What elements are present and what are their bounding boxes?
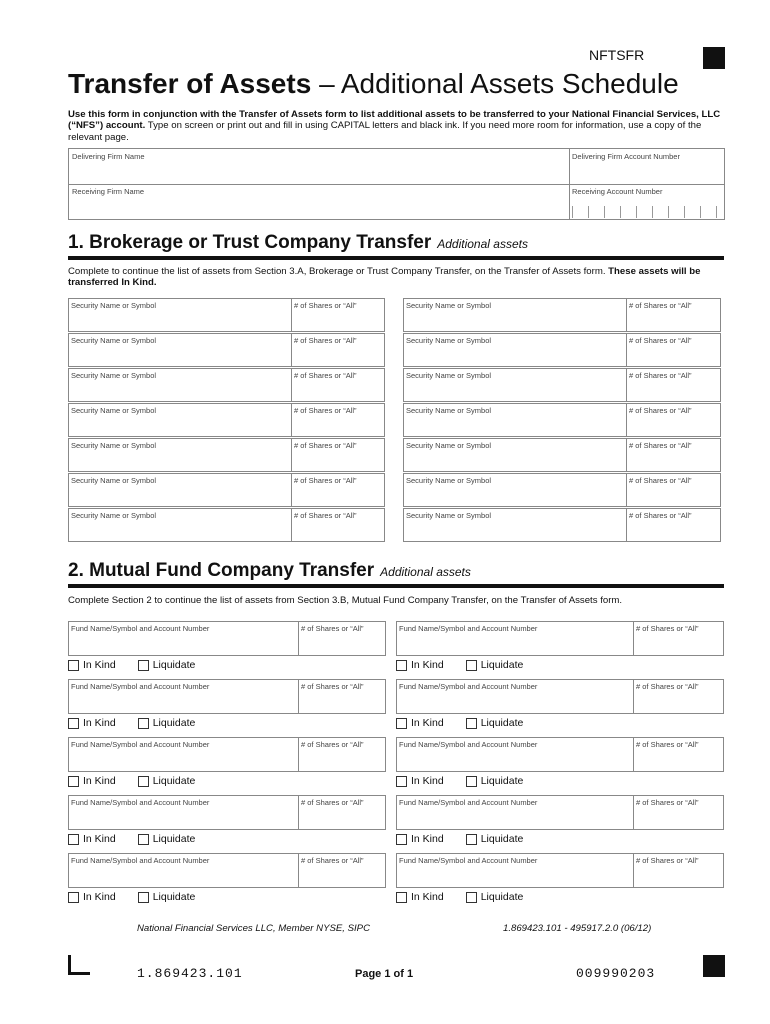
shares-label: # of Shares or “All” <box>294 406 357 415</box>
security-label: Security Name or Symbol <box>71 476 157 485</box>
in-kind-checkbox[interactable] <box>396 892 407 903</box>
liquidate-label: Liquidate <box>480 717 524 729</box>
fund-entry-row <box>68 795 386 830</box>
fund-shares-label: # of Shares or “All” <box>636 798 699 807</box>
section1-description <box>68 266 728 289</box>
security-entry-row <box>403 368 721 402</box>
shares-field[interactable] <box>292 346 384 366</box>
security-label: Security Name or Symbol <box>71 406 157 415</box>
shares-field[interactable] <box>627 451 720 471</box>
security-name-field[interactable] <box>404 416 626 436</box>
in-kind-checkbox[interactable] <box>396 776 407 787</box>
transfer-option-row <box>396 659 545 671</box>
liquidate-checkbox[interactable] <box>138 660 149 671</box>
receiving-account-label: Receiving Account Number <box>572 187 663 196</box>
security-label: Security Name or Symbol <box>406 511 492 520</box>
liquidate-checkbox[interactable] <box>466 660 477 671</box>
in-kind-checkbox[interactable] <box>68 776 79 787</box>
section2-title: 2. Mutual Fund Company Transfer <box>68 560 375 581</box>
section2-heading <box>68 560 471 582</box>
intro-normal: Type on screen or print out and fill in using CAPITAL letters and black ink. If you need more room for information, use a copy of the relevant page. <box>68 120 702 143</box>
barcode-right-number: 009990203 <box>576 966 656 981</box>
shares-field[interactable] <box>627 416 720 436</box>
fund-shares-field[interactable] <box>299 634 385 655</box>
liquidate-option[interactable] <box>138 717 196 729</box>
in-kind-option[interactable] <box>68 717 116 729</box>
in-kind-checkbox[interactable] <box>68 660 79 671</box>
liquidate-checkbox[interactable] <box>466 776 477 787</box>
security-name-field[interactable] <box>404 346 626 366</box>
fund-name-field[interactable] <box>397 692 633 713</box>
security-entry-row <box>403 473 721 507</box>
security-label: Security Name or Symbol <box>71 371 157 380</box>
intro-bold: Use this form in conjunction with the Transfer of Assets form to list additional assets to be transferred to your National Financial Services, LLC (“NFS”) account. <box>68 109 721 132</box>
security-name-field[interactable] <box>69 486 291 506</box>
liquidate-checkbox[interactable] <box>138 718 149 729</box>
in-kind-option[interactable] <box>396 833 444 845</box>
in-kind-checkbox[interactable] <box>68 834 79 845</box>
security-entry-row <box>68 473 385 507</box>
liquidate-option[interactable] <box>138 833 196 845</box>
delivering-firm-label: Delivering Firm Name <box>72 152 145 161</box>
security-name-field[interactable] <box>404 521 626 541</box>
fund-label: Fund Name/Symbol and Account Number <box>399 798 538 807</box>
security-label: Security Name or Symbol <box>406 406 492 415</box>
footer-member-note: National Financial Services LLC, Member NYSE, SIPC <box>137 923 371 934</box>
security-entry-row <box>68 508 385 542</box>
section1-title: 1. Brokerage or Trust Company Transfer <box>68 232 432 253</box>
fund-name-field[interactable] <box>397 866 633 887</box>
delivering-account-label: Delivering Firm Account Number <box>572 152 680 161</box>
in-kind-label: In Kind <box>83 891 116 903</box>
security-entry-row <box>68 438 385 472</box>
fund-name-field[interactable] <box>69 692 298 713</box>
security-entry-row <box>403 403 721 437</box>
security-label: Security Name or Symbol <box>406 301 492 310</box>
receiving-firm-field[interactable] <box>69 196 568 218</box>
fund-label: Fund Name/Symbol and Account Number <box>71 740 210 749</box>
fund-shares-label: # of Shares or “All” <box>636 624 699 633</box>
security-name-field[interactable] <box>404 381 626 401</box>
fund-shares-field[interactable] <box>634 750 723 771</box>
intro-text <box>68 109 728 143</box>
section2-description: Complete Section 2 to continue the list of assets from Section 3.B, Mutual Fund Company Transfer, on the Transfer of Assets form. <box>68 595 623 606</box>
shares-label: # of Shares or “All” <box>629 371 692 380</box>
fund-label: Fund Name/Symbol and Account Number <box>399 624 538 633</box>
liquidate-option[interactable] <box>138 891 196 903</box>
security-entry-row <box>68 403 385 437</box>
section1-rule <box>68 256 724 260</box>
security-name-field[interactable] <box>69 381 291 401</box>
security-name-field[interactable] <box>69 451 291 471</box>
shares-field[interactable] <box>292 451 384 471</box>
fund-shares-field[interactable] <box>299 808 385 829</box>
liquidate-checkbox[interactable] <box>138 776 149 787</box>
receiving-firm-label: Receiving Firm Name <box>72 187 145 196</box>
shares-label: # of Shares or “All” <box>629 336 692 345</box>
section2-subtitle: Additional assets <box>380 565 471 579</box>
in-kind-option[interactable] <box>68 891 116 903</box>
liquidate-option[interactable] <box>138 775 196 787</box>
liquidate-checkbox[interactable] <box>466 718 477 729</box>
transfer-option-row <box>68 659 217 671</box>
form-code: NFTSFR <box>589 47 645 63</box>
in-kind-label: In Kind <box>411 891 444 903</box>
fund-shares-label: # of Shares or “All” <box>636 740 699 749</box>
in-kind-label: In Kind <box>411 775 444 787</box>
fund-label: Fund Name/Symbol and Account Number <box>399 682 538 691</box>
security-name-field[interactable] <box>404 486 626 506</box>
section2-rule <box>68 584 724 588</box>
shares-label: # of Shares or “All” <box>294 336 357 345</box>
fund-label: Fund Name/Symbol and Account Number <box>71 624 210 633</box>
shares-label: # of Shares or “All” <box>629 441 692 450</box>
shares-label: # of Shares or “All” <box>294 441 357 450</box>
shares-label: # of Shares or “All” <box>629 511 692 520</box>
shares-label: # of Shares or “All” <box>294 476 357 485</box>
liquidate-label: Liquidate <box>480 659 524 671</box>
fund-shares-field[interactable] <box>634 692 723 713</box>
footer-form-number: 1.869423.101 - 495917.2.0 (06/12) <box>503 923 652 934</box>
liquidate-label: Liquidate <box>152 775 196 787</box>
liquidate-option[interactable] <box>466 891 524 903</box>
registration-mark-bottom <box>703 955 725 977</box>
security-name-field[interactable] <box>69 521 291 541</box>
in-kind-option[interactable] <box>68 833 116 845</box>
title-light: – Additional Assets Schedule <box>319 68 679 99</box>
security-label: Security Name or Symbol <box>71 336 157 345</box>
security-label: Security Name or Symbol <box>71 441 157 450</box>
fund-entry-row <box>396 795 724 830</box>
page-number: Page 1 of 1 <box>355 968 414 980</box>
fund-label: Fund Name/Symbol and Account Number <box>71 682 210 691</box>
fund-label: Fund Name/Symbol and Account Number <box>71 856 210 865</box>
liquidate-checkbox[interactable] <box>466 834 477 845</box>
shares-field[interactable] <box>627 346 720 366</box>
registration-mark-top <box>703 47 725 69</box>
transfer-option-row <box>68 833 217 845</box>
fund-shares-field[interactable] <box>634 866 723 887</box>
fund-entry-row <box>68 853 386 888</box>
liquidate-option[interactable] <box>466 659 524 671</box>
transfer-option-row <box>68 775 217 787</box>
fund-shares-field[interactable] <box>299 750 385 771</box>
security-name-field[interactable] <box>69 416 291 436</box>
in-kind-checkbox[interactable] <box>396 834 407 845</box>
in-kind-label: In Kind <box>83 717 116 729</box>
fund-shares-field[interactable] <box>634 634 723 655</box>
shares-field[interactable] <box>292 521 384 541</box>
fund-entry-row <box>68 679 386 714</box>
shares-field[interactable] <box>292 381 384 401</box>
security-label: Security Name or Symbol <box>406 476 492 485</box>
fund-entry-row <box>396 737 724 772</box>
fund-shares-label: # of Shares or “All” <box>301 624 364 633</box>
transfer-option-row <box>396 833 545 845</box>
fund-shares-label: # of Shares or “All” <box>636 856 699 865</box>
in-kind-label: In Kind <box>411 717 444 729</box>
security-name-field[interactable] <box>404 311 626 331</box>
liquidate-checkbox[interactable] <box>138 892 149 903</box>
shares-field[interactable] <box>292 311 384 331</box>
liquidate-label: Liquidate <box>480 833 524 845</box>
fund-shares-label: # of Shares or “All” <box>636 682 699 691</box>
liquidate-label: Liquidate <box>480 775 524 787</box>
section1-desc-normal: Complete to continue the list of assets from Section 3.A, Brokerage or Trust Company Transfer, on the Transfer of Assets form. <box>68 266 609 277</box>
fund-label: Fund Name/Symbol and Account Number <box>71 798 210 807</box>
security-entry-row <box>68 298 385 332</box>
security-label: Security Name or Symbol <box>406 336 492 345</box>
security-entry-row <box>68 368 385 402</box>
fund-entry-row <box>68 737 386 772</box>
liquidate-option[interactable] <box>466 717 524 729</box>
registration-corner-mark <box>68 955 90 975</box>
fund-shares-label: # of Shares or “All” <box>301 856 364 865</box>
in-kind-checkbox[interactable] <box>68 718 79 729</box>
liquidate-label: Liquidate <box>152 833 196 845</box>
fund-shares-field[interactable] <box>299 692 385 713</box>
liquidate-checkbox[interactable] <box>138 834 149 845</box>
fund-entry-row <box>396 679 724 714</box>
shares-label: # of Shares or “All” <box>629 476 692 485</box>
fund-name-field[interactable] <box>397 808 633 829</box>
shares-label: # of Shares or “All” <box>629 301 692 310</box>
fund-name-field[interactable] <box>397 750 633 771</box>
in-kind-label: In Kind <box>83 659 116 671</box>
fund-name-field[interactable] <box>69 634 298 655</box>
in-kind-checkbox[interactable] <box>396 718 407 729</box>
fund-shares-field[interactable] <box>299 866 385 887</box>
in-kind-option[interactable] <box>396 775 444 787</box>
fund-entry-row <box>396 621 724 656</box>
shares-label: # of Shares or “All” <box>294 511 357 520</box>
liquidate-checkbox[interactable] <box>466 892 477 903</box>
fund-shares-field[interactable] <box>634 808 723 829</box>
transfer-option-row <box>68 717 217 729</box>
fund-label: Fund Name/Symbol and Account Number <box>399 856 538 865</box>
shares-label: # of Shares or “All” <box>294 301 357 310</box>
in-kind-option[interactable] <box>68 775 116 787</box>
liquidate-option[interactable] <box>138 659 196 671</box>
in-kind-checkbox[interactable] <box>68 892 79 903</box>
security-name-field[interactable] <box>404 451 626 471</box>
fund-name-field[interactable] <box>397 634 633 655</box>
security-entry-row <box>403 333 721 367</box>
liquidate-option[interactable] <box>466 775 524 787</box>
barcode-left-number: 1.869423.101 <box>137 966 243 981</box>
security-label: Security Name or Symbol <box>71 301 157 310</box>
security-name-field[interactable] <box>69 311 291 331</box>
in-kind-option[interactable] <box>68 659 116 671</box>
transfer-option-row <box>68 891 217 903</box>
delivering-firm-field[interactable] <box>69 161 568 183</box>
security-entry-row <box>403 438 721 472</box>
transfer-option-row <box>396 775 545 787</box>
in-kind-label: In Kind <box>83 833 116 845</box>
security-entry-row <box>68 333 385 367</box>
shares-field[interactable] <box>627 311 720 331</box>
liquidate-label: Liquidate <box>152 717 196 729</box>
title-bold: Transfer of Assets <box>68 68 312 99</box>
in-kind-checkbox[interactable] <box>396 660 407 671</box>
section1-subtitle: Additional assets <box>437 237 528 251</box>
in-kind-option[interactable] <box>396 659 444 671</box>
fund-name-field[interactable] <box>69 750 298 771</box>
security-name-field[interactable] <box>69 346 291 366</box>
liquidate-label: Liquidate <box>480 891 524 903</box>
liquidate-label: Liquidate <box>152 891 196 903</box>
section1-desc-bold: These assets will be transferred In Kind. <box>68 266 701 289</box>
transfer-option-row <box>396 717 545 729</box>
fund-shares-label: # of Shares or “All” <box>301 740 364 749</box>
security-label: Security Name or Symbol <box>406 371 492 380</box>
account-number-ticks <box>572 206 722 218</box>
fund-name-field[interactable] <box>69 866 298 887</box>
shares-field[interactable] <box>627 486 720 506</box>
fund-shares-label: # of Shares or “All” <box>301 798 364 807</box>
shares-label: # of Shares or “All” <box>294 371 357 380</box>
in-kind-label: In Kind <box>411 833 444 845</box>
shares-label: # of Shares or “All” <box>629 406 692 415</box>
page-title <box>68 68 679 100</box>
in-kind-option[interactable] <box>396 891 444 903</box>
liquidate-option[interactable] <box>466 833 524 845</box>
shares-field[interactable] <box>627 381 720 401</box>
security-label: Security Name or Symbol <box>71 511 157 520</box>
fund-label: Fund Name/Symbol and Account Number <box>399 740 538 749</box>
in-kind-label: In Kind <box>83 775 116 787</box>
section1-heading <box>68 232 528 254</box>
fund-name-field[interactable] <box>69 808 298 829</box>
shares-field[interactable] <box>292 416 384 436</box>
security-label: Security Name or Symbol <box>406 441 492 450</box>
security-entry-row <box>403 508 721 542</box>
shares-field[interactable] <box>292 486 384 506</box>
shares-field[interactable] <box>627 521 720 541</box>
liquidate-label: Liquidate <box>152 659 196 671</box>
transfer-option-row <box>396 891 545 903</box>
fund-entry-row <box>68 621 386 656</box>
fund-shares-label: # of Shares or “All” <box>301 682 364 691</box>
delivering-account-field[interactable] <box>570 161 724 183</box>
security-entry-row <box>403 298 721 332</box>
fund-entry-row <box>396 853 724 888</box>
in-kind-option[interactable] <box>396 717 444 729</box>
in-kind-label: In Kind <box>411 659 444 671</box>
